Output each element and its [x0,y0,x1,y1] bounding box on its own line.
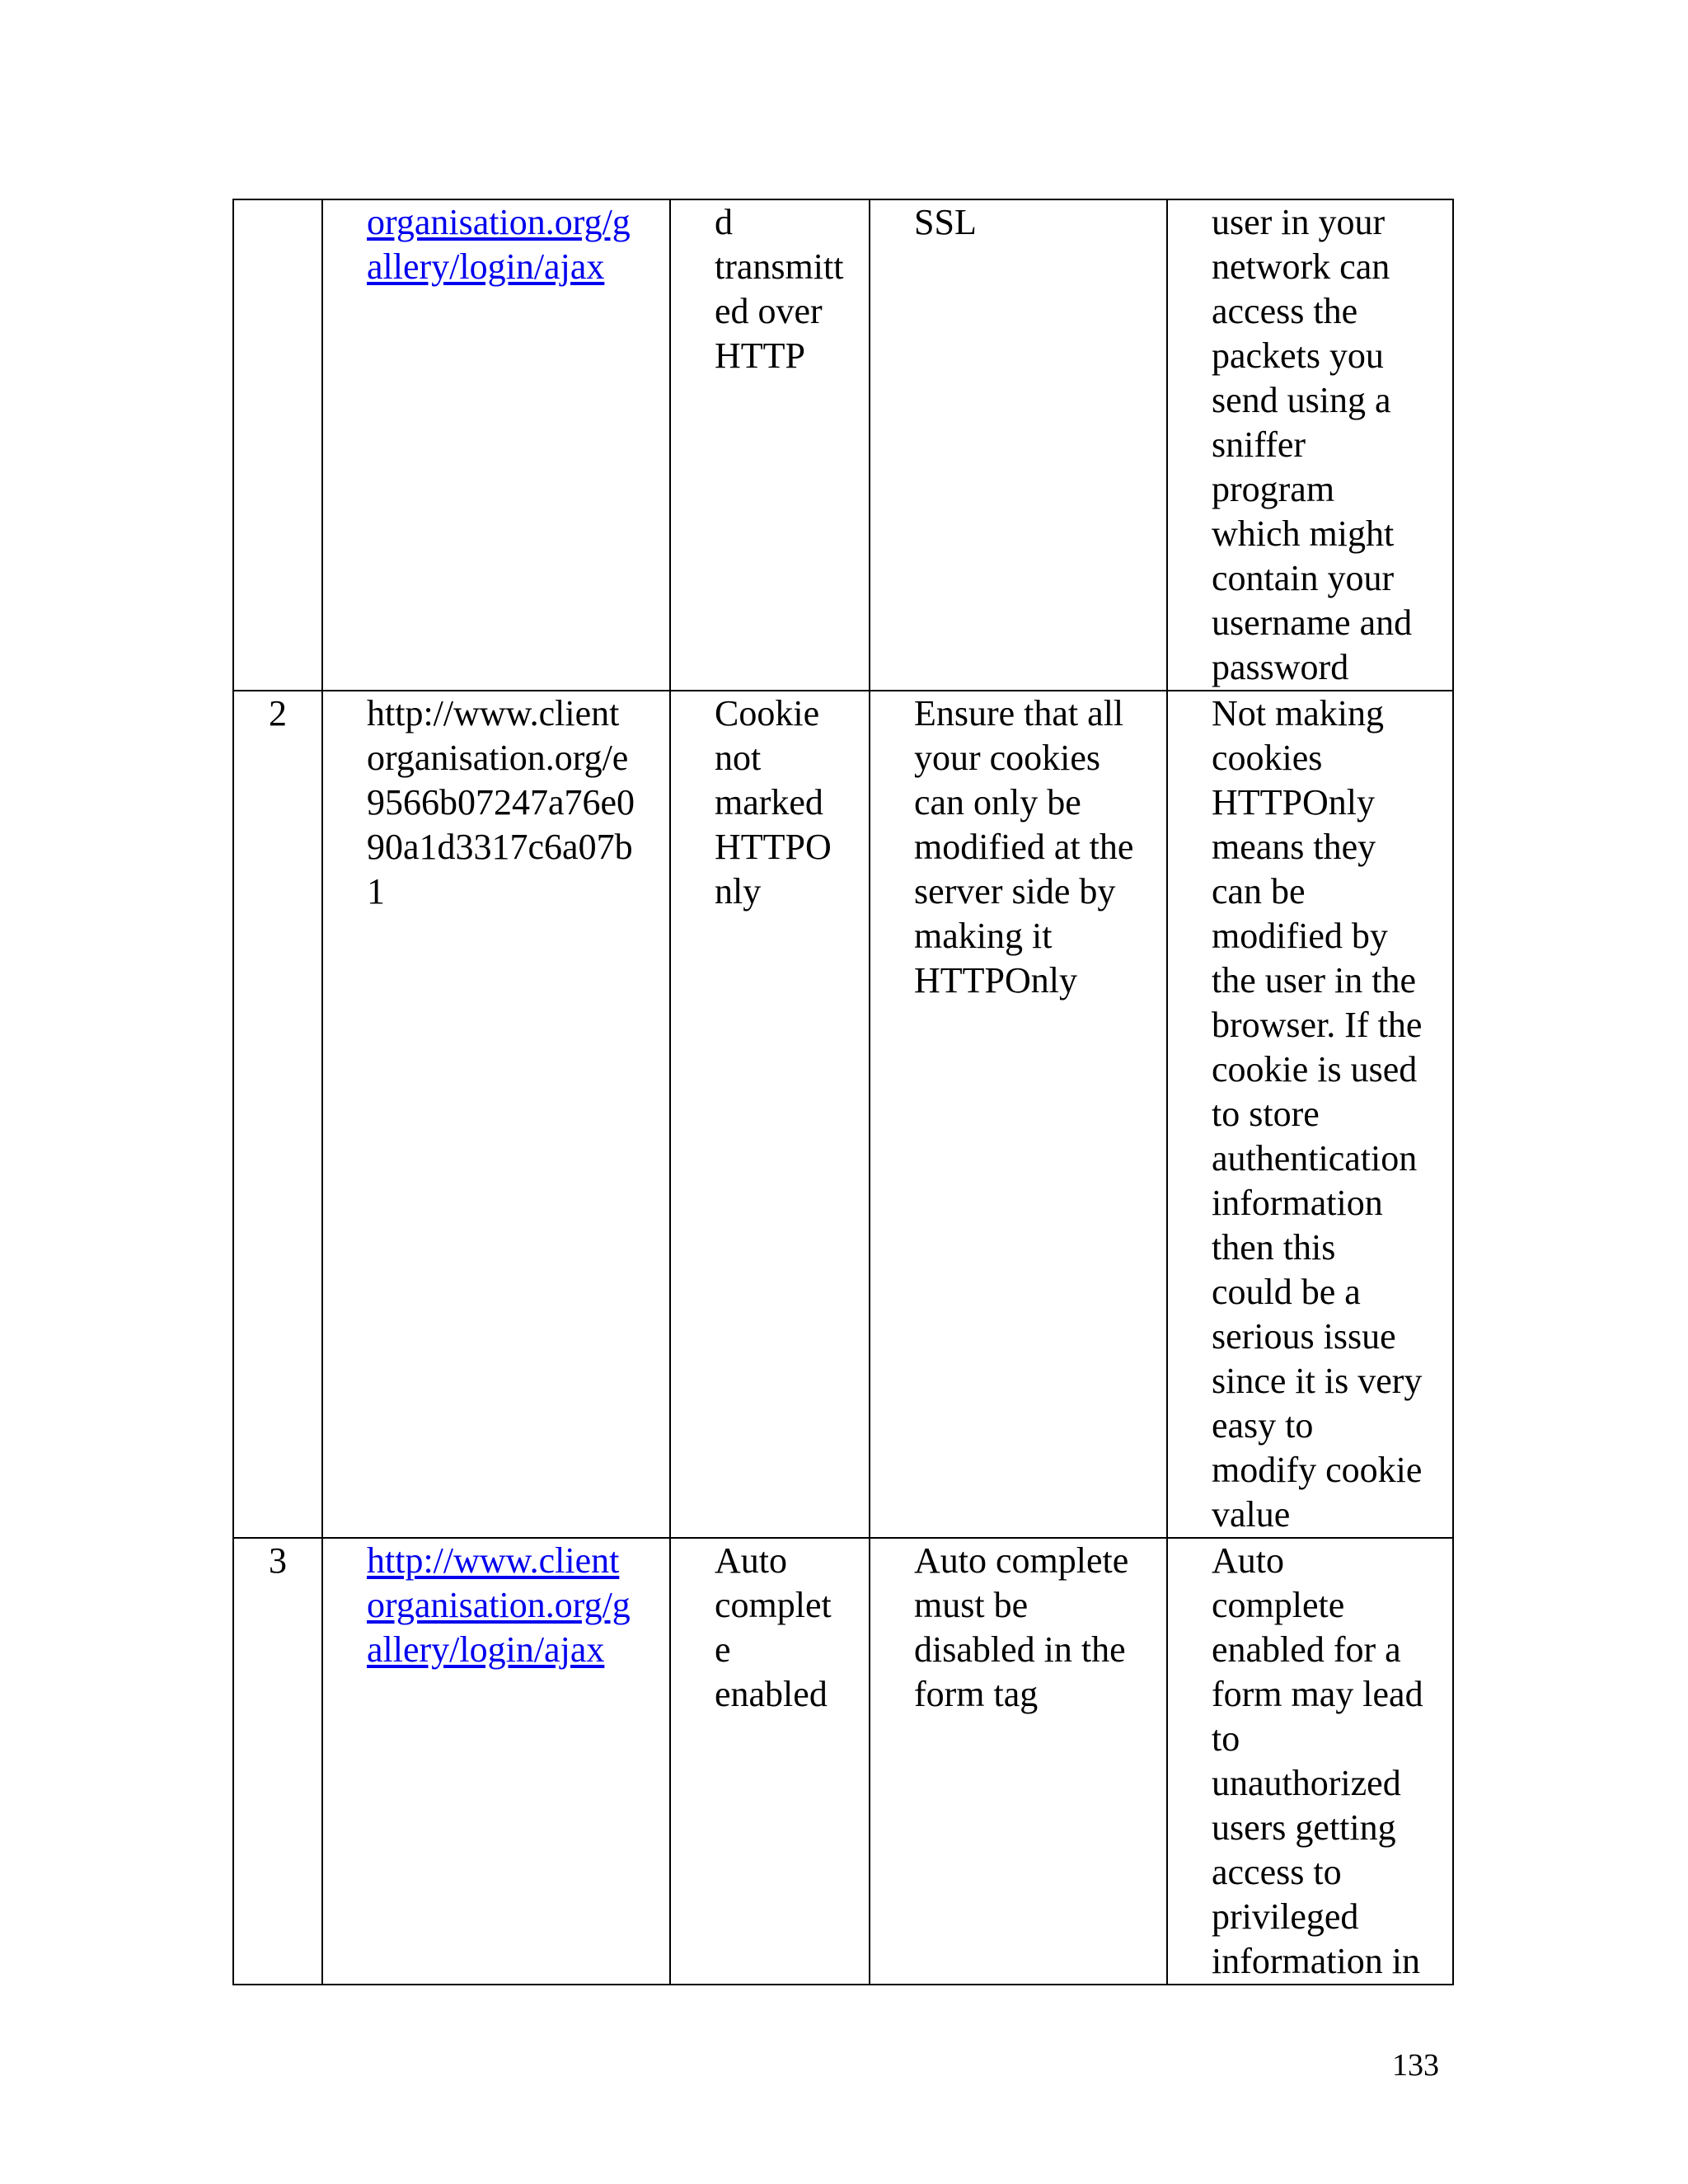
url-line: organisation.org/g [367,1585,631,1625]
risk-cell [1167,691,1453,1538]
risk-line: enabled for a [1212,1629,1401,1670]
risk-line: username and [1212,602,1413,643]
risk-line: easy to [1212,1405,1314,1446]
risk-line: browser. If the [1212,1005,1423,1045]
risk-cell [1167,1538,1453,1985]
risk-line: access to [1212,1852,1342,1892]
url-line: 90a1d3317c6a07b [367,827,633,867]
risk-line: means they [1212,827,1376,867]
risk-line: network can [1212,246,1390,287]
risk-line: users getting [1212,1807,1396,1848]
risk-line: to store [1212,1094,1320,1134]
risk-line: which might [1212,513,1395,554]
fix-line: can only be [914,782,1081,823]
risk-line: Auto [1212,1540,1284,1581]
fix-line: making it [914,916,1053,956]
issue-line: d [715,202,733,242]
risk-line: serious issue [1212,1316,1396,1357]
fix-line: Auto complete [914,1540,1129,1581]
row-number-cell [233,691,322,1538]
table-row [233,199,1453,691]
table-row [233,691,1453,1538]
risk-cell [1167,199,1453,691]
risk-line: to [1212,1718,1240,1759]
risk-line: since it is very [1212,1361,1423,1401]
issue-line: nly [715,871,762,912]
row-number: 3 [269,1540,287,1581]
risk-line: program [1212,469,1335,509]
risk-line: send using a [1212,380,1391,420]
risk-line: can be [1212,871,1306,912]
page-number: 133 [1392,2048,1439,2083]
row-number-cell [233,1538,322,1985]
risk-line: authentication [1212,1138,1418,1179]
risk-line: unauthorized [1212,1763,1401,1803]
risk-line: modify cookie [1212,1450,1423,1490]
risk-line: cookies [1212,738,1323,778]
url-line: allery/login/ajax [367,246,605,287]
fix-cell [870,199,1167,691]
url-line: 1 [367,871,385,912]
risk-line: complete [1212,1585,1345,1625]
risk-line: HTTPOnly [1212,782,1375,823]
issue-line: ed over [715,291,823,331]
row-number: 2 [269,693,287,733]
url-cell [322,199,670,691]
issue-line: complet [715,1585,832,1625]
url-line: organisation.org/g [367,202,631,242]
issue-line: marked [715,782,823,823]
risk-line: password [1212,647,1349,687]
risk-line: then this [1212,1227,1336,1268]
row-number-cell [233,199,322,691]
issue-line: Cookie [715,693,820,733]
risk-line: sniffer [1212,424,1306,465]
findings-table [232,199,1454,1985]
url-line: organisation.org/e [367,738,629,778]
issue-cell [670,1538,870,1985]
risk-line: information [1212,1183,1383,1223]
risk-line: Not making [1212,693,1384,733]
findings-table-body [233,199,1453,1985]
issue-line: not [715,738,762,778]
risk-line: contain your [1212,558,1395,598]
url-line: http://www.client [367,1540,620,1581]
url-line: http://www.client [367,693,620,733]
fix-cell [870,691,1167,1538]
risk-line: packets you [1212,335,1384,376]
fix-line: server side by [914,871,1116,912]
issue-cell [670,199,870,691]
fix-line: form tag [914,1674,1039,1714]
url-line: allery/login/ajax [367,1629,605,1670]
url-cell [322,691,670,1538]
fix-line: modified at the [914,827,1134,867]
url-link[interactable] [367,200,661,289]
issue-line: e [715,1629,731,1670]
risk-line: user in your [1212,202,1386,242]
fix-line: Ensure that all [914,693,1124,733]
fix-line: SSL [914,202,977,242]
risk-line: privileged [1212,1896,1359,1937]
issue-line: HTTP [715,335,805,376]
issue-line: HTTPO [715,827,832,867]
risk-line: access the [1212,291,1358,331]
url-cell [322,1538,670,1985]
fix-line: must be [914,1585,1029,1625]
url-line: 9566b07247a76e0 [367,782,635,823]
fix-line: disabled in the [914,1629,1126,1670]
risk-line: value [1212,1494,1291,1535]
fix-line: your cookies [914,738,1101,778]
risk-line: the user in the [1212,960,1417,1001]
issue-cell [670,691,870,1538]
risk-line: information in [1212,1941,1420,1981]
issue-line: enabled [715,1674,828,1714]
risk-line: form may lead [1212,1674,1423,1714]
url-link[interactable] [367,1539,661,1672]
risk-line: could be a [1212,1272,1361,1312]
fix-line: HTTPOnly [914,960,1077,1001]
table-row [233,1538,1453,1985]
issue-line: transmitt [715,246,844,287]
risk-line: cookie is used [1212,1049,1418,1090]
risk-line: modified by [1212,916,1388,956]
fix-cell [870,1538,1167,1985]
issue-line: Auto [715,1540,787,1581]
